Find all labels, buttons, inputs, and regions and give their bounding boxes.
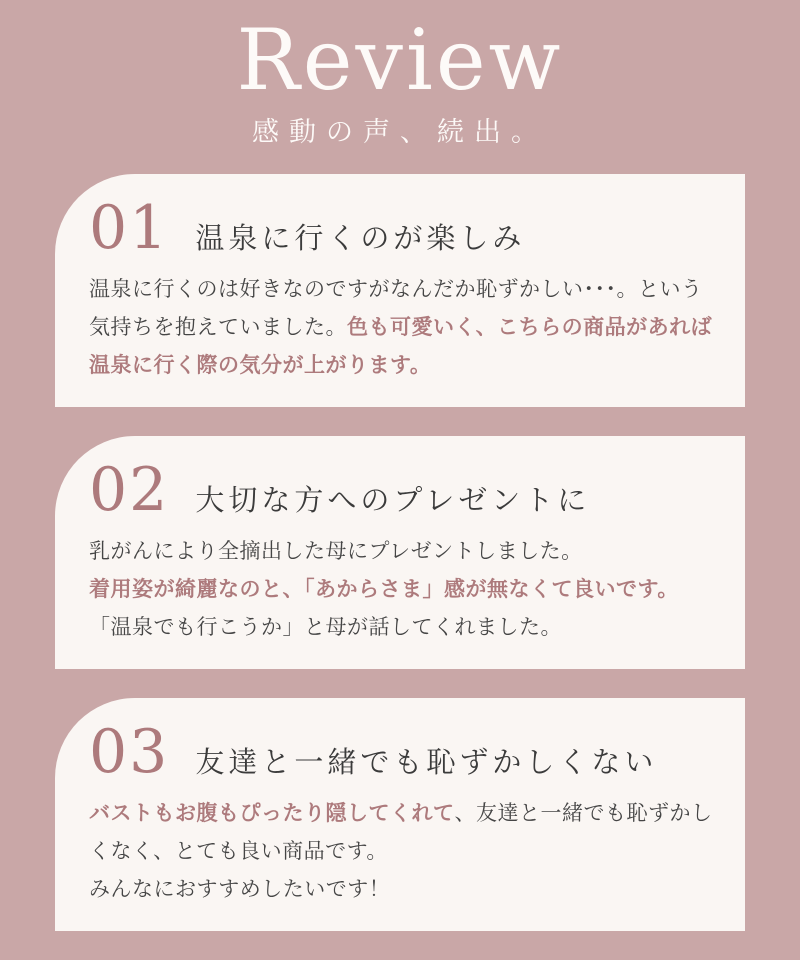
review-text-emphasis: 着用姿が綺麗なのと、「あからさま」感が無なくて良いです。	[89, 577, 679, 602]
review-body	[89, 270, 717, 384]
review-text: 「温泉でも行こうか」と母が話してくれました。	[89, 615, 562, 640]
review-text: 、友達と一緒でも恥ずかしくなく、とても良い商品です。	[89, 801, 713, 864]
review-text: 温泉に行くのは好きなのですがなんだか恥ずかしい･･･。という気持ちを抱えていました。	[89, 277, 703, 340]
review-body	[89, 794, 717, 908]
review-header	[0, 0, 800, 149]
review-text-emphasis: 色も可愛いく、こちらの商品があれば温泉に行く際の気分が上がります。	[89, 315, 713, 378]
review-text-emphasis: バストもお腹もぴったり隠してくれて	[89, 801, 455, 826]
review-number: 03	[89, 717, 170, 788]
review-number: 01	[89, 193, 170, 264]
section-subtitle: 感動の声、続出。	[252, 117, 548, 149]
review-number: 02	[89, 455, 170, 526]
review-card-list	[0, 149, 800, 931]
review-body	[89, 532, 717, 646]
review-text: 乳がんにより全摘出した母にプレゼントしました。	[89, 539, 583, 564]
review-card-1	[55, 174, 745, 407]
review-card-1-head	[89, 193, 717, 264]
section-title: Review	[236, 11, 564, 109]
review-title: 大切な方へのプレゼントに	[195, 483, 591, 518]
review-title: 温泉に行くのが楽しみ	[195, 221, 526, 256]
review-card-3	[55, 698, 745, 931]
review-title: 友達と一緒でも恥ずかしくない	[195, 745, 658, 780]
review-text: みんなにおすすめしたいです！	[89, 877, 391, 902]
review-card-2	[55, 436, 745, 669]
review-card-3-head	[89, 717, 717, 788]
review-card-2-head	[89, 455, 717, 526]
